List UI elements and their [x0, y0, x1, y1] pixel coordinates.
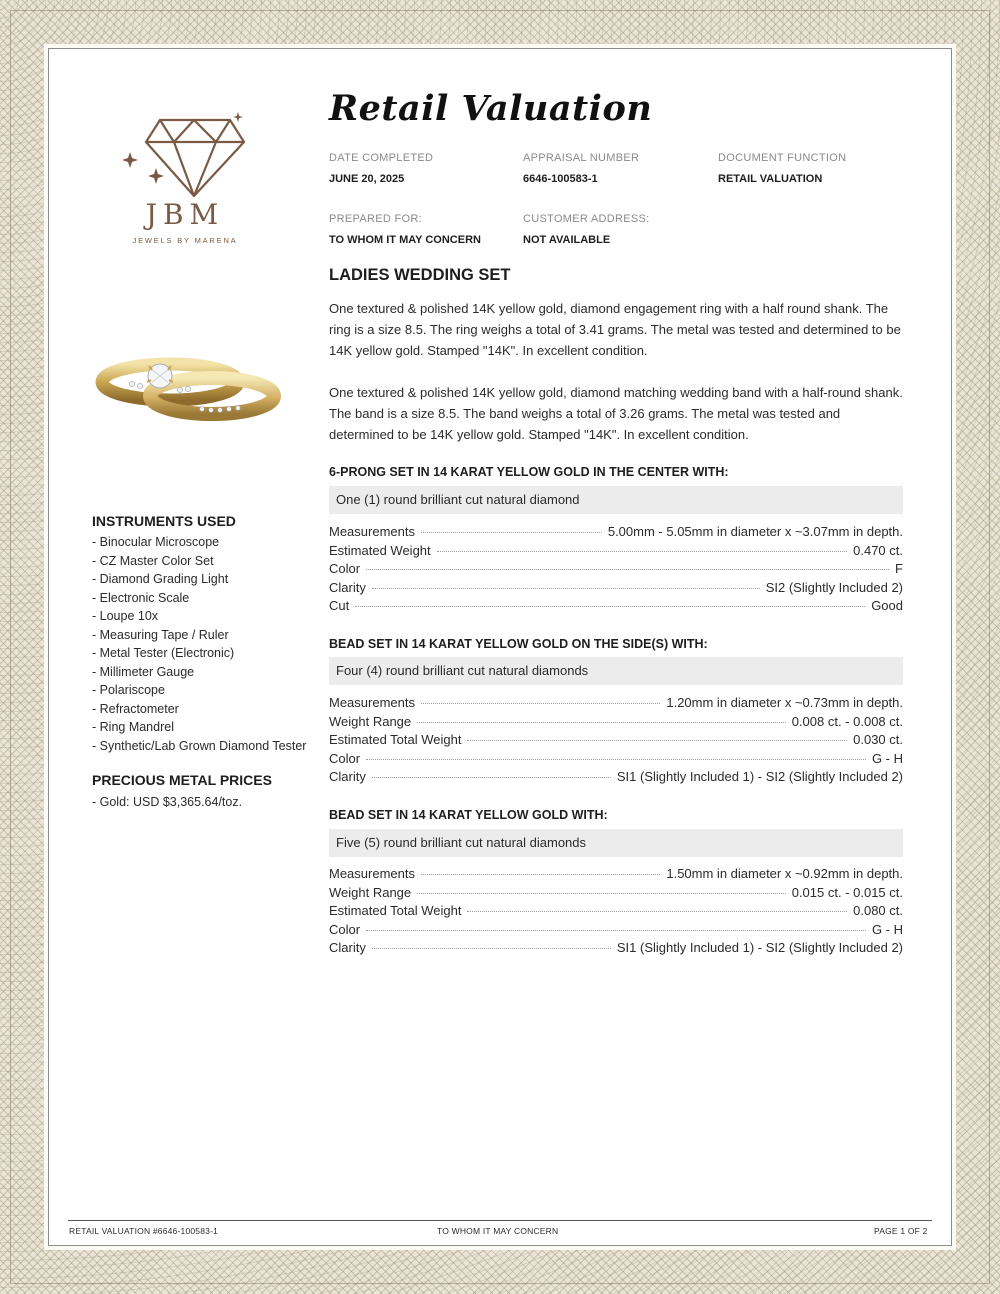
stone-spec-table [329, 695, 903, 788]
spec-value: 1.20mm in diameter x ~0.73mm in depth. [666, 695, 903, 710]
spec-value: Good [871, 598, 903, 613]
meta-prepared-for [329, 213, 519, 246]
leader-dots [421, 532, 602, 533]
meta-value: NOT AVAILABLE [523, 234, 611, 246]
leader-dots [417, 722, 786, 723]
spec-label: Estimated Total Weight [329, 732, 462, 747]
spec-label: Color [329, 561, 361, 576]
leader-dots [366, 569, 889, 570]
page-title: Retail Valuation [329, 88, 653, 129]
spec-value: 5.00mm - 5.05mm in diameter x ~3.07mm in depth. [607, 524, 903, 539]
spec-label: Color [329, 750, 361, 766]
leader-dots [372, 948, 611, 949]
spec-row [329, 714, 903, 733]
meta-label: PREPARED FOR: [329, 213, 422, 225]
list-item: - Millimeter Gauge [92, 664, 195, 679]
stone-group-summary: One (1) round brilliant cut natural diamond [329, 486, 903, 514]
meta-value: RETAIL VALUATION [718, 173, 823, 185]
footer-reference: RETAIL VALUATION #6646-100583-1 [69, 1226, 219, 1236]
list-item: - Metal Tester (Electronic) [92, 646, 235, 660]
list-item: - Synthetic/Lab Grown Diamond Tester [92, 738, 307, 753]
list-item: - Measuring Tape / Ruler [92, 627, 229, 642]
spec-row [329, 598, 903, 617]
spec-value: G - H [871, 921, 903, 937]
item-title: LADIES WEDDING SET [329, 266, 511, 284]
spec-value: 1.50mm in diameter x ~0.92mm in depth. [666, 866, 903, 881]
spec-label: Clarity [329, 769, 366, 784]
meta-value: 6646-100583-1 [523, 173, 598, 185]
spec-label: Weight Range [329, 713, 412, 729]
spec-value: 0.008 ct. - 0.008 ct. [791, 713, 903, 729]
leader-dots [437, 551, 847, 552]
list-item: - Diamond Grading Light [92, 572, 229, 586]
spec-label: Measurements [329, 695, 415, 710]
leader-dots [421, 703, 660, 704]
metal-prices-heading: PRECIOUS METAL PRICES [92, 772, 272, 788]
meta-value: JUNE 20, 2025 [329, 173, 405, 185]
stone-group-summary: Four (4) round brilliant cut natural diamonds [329, 657, 903, 685]
meta-label: DATE COMPLETED [329, 152, 434, 164]
leader-dots [355, 606, 865, 607]
stone-group-summary: Five (5) round brilliant cut natural diamonds [329, 829, 903, 857]
spec-value: 0.015 ct. - 0.015 ct. [791, 884, 903, 900]
spec-row [329, 524, 903, 543]
instruments-list [92, 533, 306, 755]
spec-value: G - H [871, 750, 903, 766]
spec-row [329, 769, 903, 788]
footer-rule [68, 1220, 932, 1221]
spec-value: 0.470 ct. [853, 542, 903, 558]
leader-dots [366, 930, 866, 931]
list-item: - Binocular Microscope [92, 535, 220, 549]
brand-monogram: JBM [145, 198, 225, 231]
engagement-ring-description: One textured & polished 14K yellow gold, diamond engagement ring with a half round shank. The ring is a size 8.5. The ring weighs a total of 3.41 grams. The metal was tested and determined to be 14K yellow gold. Stamped "14K". In excellent condition. [329, 301, 901, 358]
spec-row [329, 732, 903, 751]
stone-spec-table [329, 866, 903, 959]
leader-dots [421, 874, 660, 875]
meta-label: APPRAISAL NUMBER [523, 152, 640, 164]
spec-label: Color [329, 921, 361, 937]
stone-spec-table [329, 524, 903, 617]
spec-label: Estimated Weight [329, 542, 431, 558]
footer-recipient: TO WHOM IT MAY CONCERN [437, 1226, 559, 1236]
stone-group-title: BEAD SET IN 14 KARAT YELLOW GOLD WITH: [329, 808, 608, 822]
spec-label: Cut [329, 598, 350, 613]
list-item: - Gold: USD $3,365.64/toz. [92, 795, 243, 809]
list-item: - Ring Mandrel [92, 720, 174, 734]
stone-group-title: BEAD SET IN 14 KARAT YELLOW GOLD ON THE SIDE(S) WITH: [329, 637, 708, 651]
spec-value: SI2 (Slightly Included 2) [765, 579, 903, 595]
meta-label: DOCUMENT FUNCTION [718, 152, 847, 164]
meta-value: TO WHOM IT MAY CONCERN [329, 234, 481, 246]
leader-dots [372, 777, 611, 778]
leader-dots [366, 759, 866, 760]
spec-row [329, 885, 903, 904]
meta-date-completed [329, 152, 519, 185]
spec-value: F [895, 561, 903, 576]
meta-label: CUSTOMER ADDRESS: [523, 213, 650, 225]
spec-row [329, 561, 903, 580]
brand-tagline: JEWELS BY MARENA [132, 236, 238, 245]
spec-row [329, 940, 903, 959]
stone-group-title: 6-PRONG SET IN 14 KARAT YELLOW GOLD IN THE CENTER WITH: [329, 465, 729, 479]
leader-dots [467, 740, 847, 741]
spec-row [329, 580, 903, 599]
ring-photo [94, 330, 284, 440]
spec-row [329, 866, 903, 885]
list-item: - Electronic Scale [92, 590, 190, 605]
spec-label: Estimated Total Weight [329, 903, 462, 918]
meta-appraisal-number [523, 152, 713, 185]
list-item: - Loupe 10x [92, 609, 159, 623]
spec-value: 0.030 ct. [853, 732, 903, 747]
list-item: - Refractometer [92, 701, 179, 716]
leader-dots [372, 588, 760, 589]
spec-label: Clarity [329, 940, 366, 955]
meta-document-function [718, 152, 908, 185]
metal-prices-list [92, 793, 242, 812]
spec-label: Clarity [329, 579, 366, 595]
list-item: - CZ Master Color Set [92, 553, 214, 568]
spec-label: Measurements [329, 866, 415, 881]
leader-dots [467, 911, 847, 912]
list-item: - Polariscope [92, 683, 165, 697]
spec-label: Weight Range [329, 884, 412, 900]
leader-dots [417, 893, 786, 894]
spec-row [329, 695, 903, 714]
meta-customer-address [523, 213, 713, 246]
spec-row [329, 543, 903, 562]
spec-value: 0.080 ct. [853, 903, 903, 918]
wedding-band-description: One textured & polished 14K yellow gold, diamond matching wedding band with a half-round shank. The band is a size 8.5. The band weighs a total of 3.26 grams. The metal was tested and determined to be 14K yellow gold. Stamped "14K". In excellent condition. [329, 385, 903, 442]
spec-row [329, 922, 903, 941]
spec-row [329, 903, 903, 922]
spec-label: Measurements [329, 524, 415, 539]
spec-row [329, 751, 903, 770]
footer-page-number: PAGE 1 OF 2 [874, 1226, 928, 1236]
instruments-heading: INSTRUMENTS USED [92, 513, 236, 529]
spec-value: SI1 (Slightly Included 1) - SI2 (Slightly Included 2) [616, 769, 903, 784]
spec-value: SI1 (Slightly Included 1) - SI2 (Slightly Included 2) [616, 940, 903, 955]
